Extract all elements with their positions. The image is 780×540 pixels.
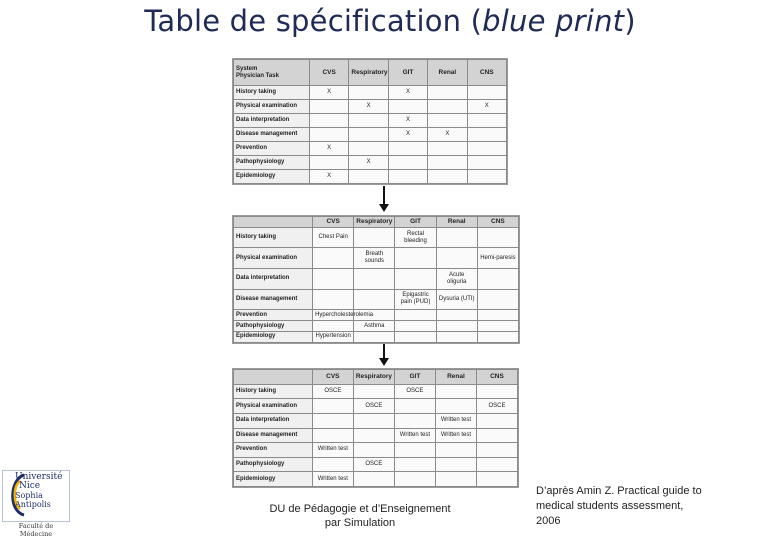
table-row bbox=[234, 384, 518, 399]
table-cell: OSCE bbox=[476, 399, 517, 414]
table-cell: Written test bbox=[394, 428, 435, 443]
table-cell: Hemi-paresis bbox=[477, 248, 518, 269]
table-cell: X bbox=[388, 86, 427, 100]
footer-right-line-3: 2006 bbox=[536, 515, 561, 527]
row-label: Data interpretation bbox=[234, 114, 310, 128]
table-cell bbox=[312, 399, 353, 414]
column-header: Respiratory bbox=[349, 60, 388, 86]
title-italic: blue print bbox=[482, 4, 625, 38]
row-label: Pathophysiology bbox=[234, 457, 313, 472]
table-row bbox=[234, 310, 519, 321]
column-header: CVS bbox=[312, 370, 353, 385]
table-cell bbox=[467, 142, 506, 156]
table-cell bbox=[309, 128, 348, 142]
table-cell bbox=[435, 472, 476, 487]
table-cell bbox=[467, 128, 506, 142]
table-cell bbox=[353, 384, 394, 399]
row-label: History taking bbox=[234, 86, 310, 100]
logo-line-1: Université bbox=[15, 472, 63, 482]
table-cell bbox=[476, 384, 517, 399]
table-cell bbox=[394, 443, 435, 458]
logo-line-2: Nice bbox=[19, 481, 41, 491]
row-label: History taking bbox=[234, 227, 313, 248]
table-cell: Written test bbox=[435, 428, 476, 443]
table-cell bbox=[353, 443, 394, 458]
table-cell bbox=[394, 472, 435, 487]
column-header: Renal bbox=[436, 217, 477, 228]
footer-center-line-2: par Simulation bbox=[324, 517, 396, 529]
column-header: GIT bbox=[395, 217, 436, 228]
table-cell: X bbox=[349, 156, 388, 170]
table-cell: X bbox=[388, 114, 427, 128]
row-label: Pathophysiology bbox=[234, 321, 313, 332]
row-label: Physical examination bbox=[234, 248, 313, 269]
table-cell bbox=[388, 170, 427, 184]
table-cell bbox=[349, 86, 388, 100]
table-cell: OSCE bbox=[312, 384, 353, 399]
logo-caption: Faculté de Médecine bbox=[18, 522, 54, 538]
table-cell bbox=[428, 100, 467, 114]
table-cell bbox=[313, 289, 354, 310]
table-cell bbox=[428, 170, 467, 184]
blueprint-table-3 bbox=[232, 368, 519, 488]
title-prefix: Table de spécification ( bbox=[144, 4, 483, 38]
table-cell: Chest Pain bbox=[313, 227, 354, 248]
table-corner-cell bbox=[234, 60, 310, 86]
table-cell bbox=[477, 269, 518, 290]
table-cell bbox=[476, 428, 517, 443]
table-row bbox=[234, 321, 519, 332]
table-cell bbox=[477, 310, 518, 321]
table-cell: X bbox=[388, 128, 427, 142]
table-cell bbox=[354, 289, 395, 310]
column-header: CNS bbox=[476, 370, 517, 385]
table-row bbox=[234, 443, 518, 458]
slide-title-container bbox=[0, 4, 780, 38]
row-label: Epidemiology bbox=[234, 331, 313, 342]
table-cell: Asthma bbox=[354, 321, 395, 332]
table-cell bbox=[428, 86, 467, 100]
table-cell bbox=[467, 170, 506, 184]
table-cell: Written test bbox=[312, 472, 353, 487]
table-cell bbox=[428, 142, 467, 156]
table-cell: Dysuria (UTI) bbox=[436, 289, 477, 310]
table-cell bbox=[436, 248, 477, 269]
table-row bbox=[234, 457, 518, 472]
blueprint-table-2 bbox=[232, 215, 520, 344]
table-corner-cell bbox=[234, 217, 313, 228]
table-cell bbox=[354, 269, 395, 290]
row-label: Disease management bbox=[234, 128, 310, 142]
row-label: Pathophysiology bbox=[234, 156, 310, 170]
table-cell bbox=[435, 443, 476, 458]
table-cell: X bbox=[428, 128, 467, 142]
table-cell: Written test bbox=[312, 443, 353, 458]
table-cell bbox=[388, 100, 427, 114]
table-cell bbox=[313, 269, 354, 290]
column-header: Respiratory bbox=[353, 370, 394, 385]
table-cell: Hypercholesterolemia bbox=[313, 310, 354, 321]
table-cell bbox=[353, 472, 394, 487]
row-label: Disease management bbox=[234, 289, 313, 310]
table-row bbox=[234, 269, 519, 290]
table-cell bbox=[467, 114, 506, 128]
row-label: Data interpretation bbox=[234, 413, 313, 428]
row-label: Epidemiology bbox=[234, 472, 313, 487]
table-row bbox=[234, 86, 507, 100]
column-header: CVS bbox=[313, 217, 354, 228]
column-header: CNS bbox=[477, 217, 518, 228]
table-corner-cell bbox=[234, 370, 313, 385]
table-cell bbox=[354, 227, 395, 248]
table-cell bbox=[309, 156, 348, 170]
table-cell bbox=[436, 331, 477, 342]
table-cell bbox=[354, 331, 395, 342]
down-arrow-icon bbox=[379, 186, 389, 212]
table-row bbox=[234, 156, 507, 170]
table-cell: Rectal bleeding bbox=[395, 227, 436, 248]
column-header: Respiratory bbox=[354, 217, 395, 228]
column-header: CVS bbox=[309, 60, 348, 86]
table-cell bbox=[476, 443, 517, 458]
table-cell: Hypertension bbox=[313, 331, 354, 342]
table-cell bbox=[312, 457, 353, 472]
row-label: Data interpretation bbox=[234, 269, 313, 290]
table-cell: Acute oliguria bbox=[436, 269, 477, 290]
table-cell bbox=[477, 289, 518, 310]
table-row bbox=[234, 289, 519, 310]
footer-right-line-1: D’après Amin Z. Practical guide to bbox=[536, 485, 702, 497]
row-label: Physical examination bbox=[234, 399, 313, 414]
table-cell bbox=[309, 114, 348, 128]
table-cell bbox=[349, 142, 388, 156]
table-cell bbox=[395, 248, 436, 269]
table-cell bbox=[349, 170, 388, 184]
corner-top-label: System bbox=[236, 65, 258, 72]
logo-wordmark bbox=[15, 473, 71, 509]
table-cell: Written test bbox=[435, 413, 476, 428]
table-cell bbox=[436, 321, 477, 332]
slide-title bbox=[0, 4, 780, 38]
table-cell bbox=[395, 321, 436, 332]
column-header: GIT bbox=[388, 60, 427, 86]
footer-course-name bbox=[250, 502, 470, 530]
title-suffix: ) bbox=[624, 4, 636, 38]
table-cell bbox=[313, 248, 354, 269]
column-header: Renal bbox=[428, 60, 467, 86]
blueprint-table-1 bbox=[232, 58, 508, 185]
table-header-row bbox=[234, 60, 507, 86]
row-label: Prevention bbox=[234, 310, 313, 321]
table-cell bbox=[312, 428, 353, 443]
logo-line-3: Sophia Antipolis bbox=[15, 491, 51, 509]
footer-right-line-2: medical students assessment, bbox=[536, 500, 684, 512]
table-cell bbox=[394, 413, 435, 428]
table-cell bbox=[312, 413, 353, 428]
row-label: Epidemiology bbox=[234, 170, 310, 184]
table-cell bbox=[476, 472, 517, 487]
table-cell: OSCE bbox=[394, 384, 435, 399]
table-cell bbox=[395, 310, 436, 321]
table-cell: X bbox=[309, 170, 348, 184]
table-row bbox=[234, 331, 519, 342]
table-cell: X bbox=[309, 142, 348, 156]
table-cell bbox=[313, 321, 354, 332]
table-cell bbox=[349, 114, 388, 128]
table-cell bbox=[477, 227, 518, 248]
table-cell bbox=[467, 156, 506, 170]
table-cell bbox=[435, 457, 476, 472]
column-header: GIT bbox=[394, 370, 435, 385]
footer-citation bbox=[536, 484, 716, 529]
table-cell bbox=[395, 269, 436, 290]
table-cell bbox=[477, 321, 518, 332]
table-header-row bbox=[234, 217, 519, 228]
table-cell bbox=[349, 128, 388, 142]
table-row bbox=[234, 472, 518, 487]
footer-center-line-1: DU de Pédagogie et d’Enseignement bbox=[269, 503, 451, 515]
table-row bbox=[234, 399, 518, 414]
table-row bbox=[234, 100, 507, 114]
table-cell bbox=[477, 331, 518, 342]
table-header-row bbox=[234, 370, 518, 385]
table-cell bbox=[353, 413, 394, 428]
row-label: Disease management bbox=[234, 428, 313, 443]
table-cell bbox=[435, 384, 476, 399]
table-cell: Breath sounds bbox=[354, 248, 395, 269]
row-label: Physical examination bbox=[234, 100, 310, 114]
table-cell bbox=[476, 457, 517, 472]
table-cell bbox=[436, 227, 477, 248]
table-cell bbox=[428, 156, 467, 170]
table-row bbox=[234, 428, 518, 443]
table-cell bbox=[394, 399, 435, 414]
table-cell bbox=[309, 100, 348, 114]
row-label: Prevention bbox=[234, 443, 313, 458]
table-cell: X bbox=[309, 86, 348, 100]
table-row bbox=[234, 227, 519, 248]
table-row bbox=[234, 248, 519, 269]
column-header: Renal bbox=[435, 370, 476, 385]
table-row bbox=[234, 128, 507, 142]
column-header: CNS bbox=[467, 60, 506, 86]
table-cell bbox=[435, 399, 476, 414]
table-row bbox=[234, 142, 507, 156]
table-row bbox=[234, 413, 518, 428]
table-cell bbox=[476, 413, 517, 428]
table-cell bbox=[467, 86, 506, 100]
table-cell: Epigastric pain (PUD) bbox=[395, 289, 436, 310]
table-cell bbox=[353, 428, 394, 443]
university-logo bbox=[2, 470, 70, 538]
table-cell bbox=[436, 310, 477, 321]
table-cell bbox=[394, 457, 435, 472]
row-label: History taking bbox=[234, 384, 313, 399]
down-arrow-icon bbox=[379, 344, 389, 366]
table-cell bbox=[388, 156, 427, 170]
table-cell bbox=[388, 142, 427, 156]
table-cell bbox=[428, 114, 467, 128]
table-cell: OSCE bbox=[353, 399, 394, 414]
table-row bbox=[234, 170, 507, 184]
table-cell bbox=[395, 331, 436, 342]
table-cell: X bbox=[467, 100, 506, 114]
corner-bottom-label: Physician Task bbox=[236, 72, 279, 79]
table-cell: X bbox=[349, 100, 388, 114]
row-label: Prevention bbox=[234, 142, 310, 156]
logo-frame bbox=[2, 470, 70, 522]
table-row bbox=[234, 114, 507, 128]
table-cell: OSCE bbox=[353, 457, 394, 472]
